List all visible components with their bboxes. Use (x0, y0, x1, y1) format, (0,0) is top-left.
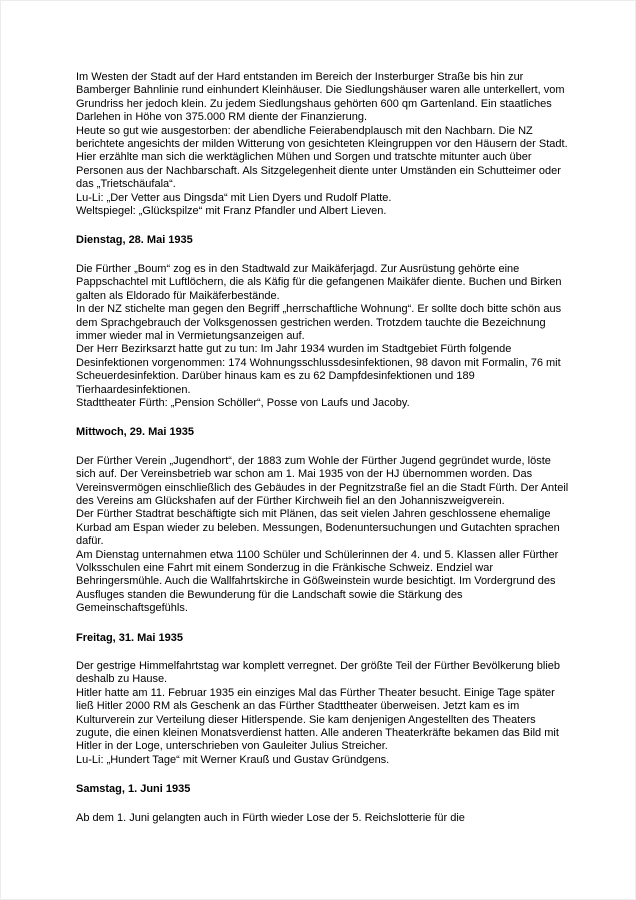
paragraph: In der NZ stichelte man gegen den Begriff „herrschaftliche Wohnung“. Er sollte doch bitte schön aus dem Sprachgebrauch der Volksgenossen gestrichen werden. Trotzdem tauchte die Bezeichnung immer wieder mal in Vermietungsanzeigen auf. (76, 303, 562, 342)
paragraph: Im Westen der Stadt auf der Hard entstanden im Bereich der Insterburger Straße bis hin zur Bamberger Bahnlinie rund einhundert Kleinhäuser. Die Siedlungshäuser waren alle unterkellert, vom Grundriss her jedoch klein. Zu jedem Siedlungshaus gehörten 600 qm Gartenland. Ein staatliches Darlehen in Höhe von 375.000 RM diente der Finanzierung. (76, 71, 565, 124)
paragraph: Ab dem 1. Juni gelangten auch in Fürth wieder Lose der 5. Reichslotterie für die (76, 811, 465, 824)
paragraph: Die Fürther „Boum“ zog es in den Stadtwald zur Maikäferjagd. Zur Ausrüstung gehörte eine Pappschachtel mit Luftlöchern, die als Käfig für die gefangenen Maikäfer diente. Buchen und Birken galten als Eldorado für Maikäferbestände. (76, 262, 562, 302)
paragraph: Lu-Li: „Hundert Tage“ mit Werner Krauß und Gustav Gründgens. (76, 753, 390, 766)
paragraph: Hitler hatte am 11. Februar 1935 ein einziges Mal das Fürther Theater besucht. Einige Tage später ließ Hitler 2000 RM als Geschenk an das Fürther Stadttheater überweisen. Jetzt kam es im Kulturverein zur Verteilung dieser Hitlerspende. Sie kam denjenigen Angestellten des Theaters zugute, die einen kleinen Monatsverdienst hatten. Alle anderen Theaterkräfte bekamen das Bild mit Hitler in der Loge, unterschrieben von Gauleiter Julius Streicher. (76, 686, 559, 753)
date-heading: Mittwoch, 29. Mai 1935 (76, 426, 194, 439)
paragraph: Lu-Li: „Der Vetter aus Dingsda“ mit Lien Dyers und Rudolf Platte. (76, 191, 392, 204)
paragraph: Der Fürther Verein „Jugendhort“, der 1883 zum Wohle der Fürther Jugend gegründet wurde, löste sich auf. Der Vereinsbetrieb war schon am 1. Mai 1935 von der HJ übernommen worden. Das Vereinsvermögen einschließlich des Gebäudes in der Pegnitzstraße fiel an die Stadt Fürth. Der Anteil des Vereins am Glückshafen auf der Fürther Kirchweih fiel an den Johanniszweigverein. (76, 454, 569, 507)
date-heading: Dienstag, 28. Mai 1935 (76, 234, 193, 247)
date-heading: Samstag, 1. Juni 1935 (76, 783, 191, 796)
paragraph: Der gestrige Himmelfahrtstag war komplett verregnet. Der größte Teil der Fürther Bevölkerung blieb deshalb zu Hause. (76, 660, 560, 686)
paragraph: Der Herr Bezirksarzt hatte gut zu tun: Im Jahr 1934 wurden im Stadtgebiet Fürth folgende Desinfektionen vorgenommen: 174 Wohnungsschlussdesinfektionen, 98 davon mit Formalin, 76 mit Scheuerdesinfektion. Darüber hinaus kam es zu 62 Dampfdesinfektionen und 189 Tierhaardesinfektionen. (76, 343, 561, 396)
document-content (76, 71, 573, 825)
date-heading: Freitag, 31. Mai 1935 (76, 631, 183, 644)
paragraph: Heute so gut wie ausgestorben: der abendliche Feierabendplausch mit den Nachbarn. Die NZ berichtete angesichts der milden Witterung von gesichteten Kleingruppen vor den Häusern der Stadt. Hier erzählte man sich die werktäglichen Mühen und Sorgen und tratschte mitunter auch über Personen aus der Nachbarschaft. Als Sitzgelegenheit diente unter Umständen ein Schutteimer oder das „Trietschäufala“. (76, 124, 568, 191)
paragraph: Der Fürther Stadtrat beschäftigte sich mit Plänen, das seit vielen Jahren geschlossene ehemalige Kurbad am Espan wieder zu beleben. Messungen, Bodenuntersuchungen und Gutachten sprachen dafür. (76, 508, 560, 548)
paragraph: Stadttheater Fürth: „Pension Schöller“, Posse von Laufs und Jacoby. (76, 396, 410, 409)
paragraph: Am Dienstag unternahmen etwa 1100 Schüler und Schülerinnen der 4. und 5. Klassen aller Fürther Volksschulen eine Fahrt mit einem Sonderzug in die Fränkische Schweiz. Endziel war Behringersmühle. Auch die Wallfahrtskirche in Gößweinstein wurde besichtigt. Im Vordergrund des Ausfluges standen die Bewunderung für die Landschaft sowie die Stärkung des Gemeinschaftsgefühls. (76, 548, 559, 615)
paragraph: Weltspiegel: „Glückspilze“ mit Franz Pfandler und Albert Lieven. (76, 205, 387, 218)
